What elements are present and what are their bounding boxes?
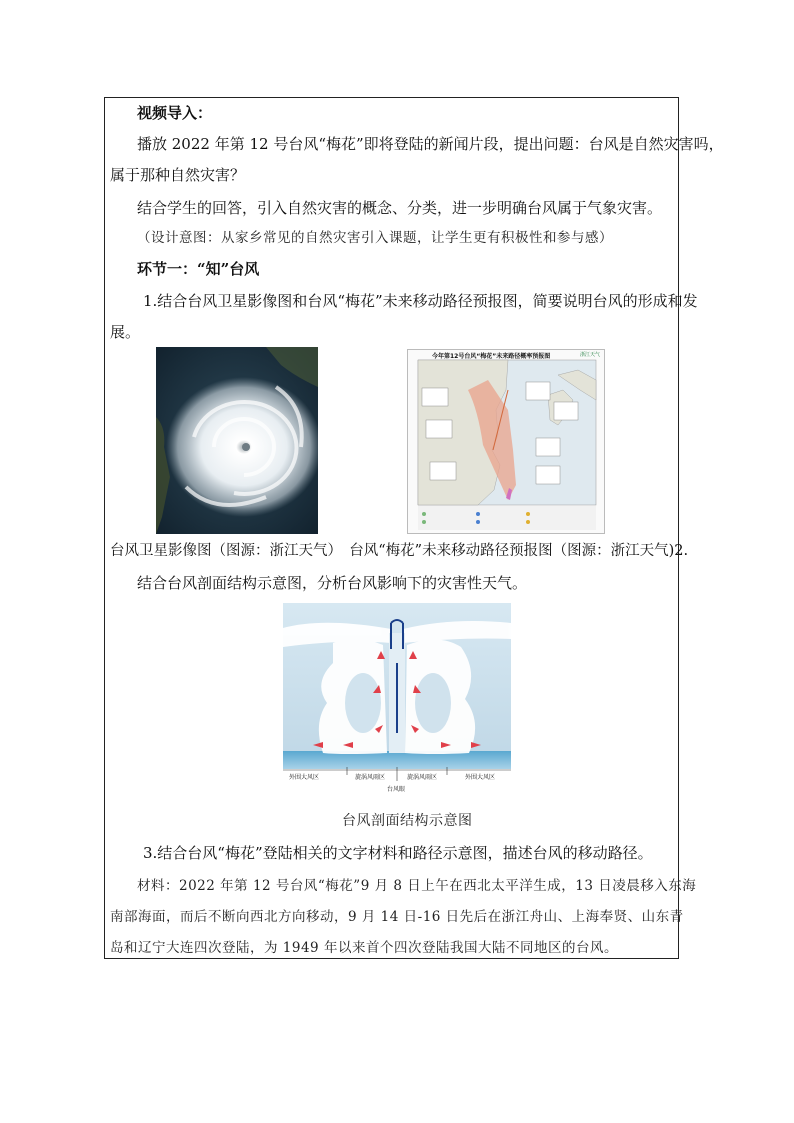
label-outer-wind-left: 外围大风区: [289, 774, 320, 781]
map-title: 今年第12号台风“梅花”未来路径概率预报图: [432, 353, 551, 360]
label-outer-wind-right: 外围大风区: [465, 774, 496, 781]
typhoon-satellite-image: [156, 347, 318, 534]
material-line3: 岛和辽宁大连四次登陆，为 1949 年以来首个四次登陆我国大陆不同地区的台风。: [110, 940, 618, 956]
task1-line2: 展。: [110, 323, 141, 341]
task1-line1: 1.结合台风卫星影像图和台风“梅花”未来移动路径预报图，简要说明台风的形成和发: [143, 292, 698, 310]
task3-text: 3.结合台风“梅花”登陆相关的文字材料和路径示意图，描述台风的移动路径。: [143, 844, 653, 862]
material-line1: 材料：2022 年第 12 号台风“梅花”9 月 8 日上午在西北太平洋生成，13 日凌晨移入东海: [137, 878, 697, 894]
image-captions: 台风卫星影像图（图源：浙江天气） 台风“梅花”未来移动路径预报图（图源：浙江天气)2.: [110, 543, 689, 559]
label-eyewall-right: 旋涡风雨区: [407, 774, 438, 781]
diagram-caption: 台风剖面结构示意图: [342, 813, 473, 829]
label-eyewall-left: 旋涡风雨区: [355, 774, 386, 781]
task2-text: 结合台风剖面结构示意图，分析台风影响下的灾害性天气。: [137, 574, 528, 592]
section-video-heading: 视频导入：: [137, 104, 213, 122]
paragraph-video-line2: 属于那种自然灾害？: [110, 166, 246, 184]
section-link1-heading: 环节一：“知”台风: [137, 260, 260, 278]
label-typhoon-eye: 台风眼: [387, 786, 406, 793]
material-line2: 南部海面，而后不断向西北方向移动，9 月 14 日-16 日先后在浙江舟山、上海奉贤、山东青: [110, 909, 684, 925]
typhoon-track-forecast-map: [407, 349, 605, 534]
typhoon-cross-section-diagram: [283, 603, 511, 797]
paragraph-video-line1: 播放 2022 年第 12 号台风“梅花”即将登陆的新闻片段，提出问题：台风是自然灾害吗，: [137, 135, 724, 153]
map-logo: 浙江天气: [579, 352, 600, 358]
design-intent-note: （设计意图：从家乡常见的自然灾害引入课题，让学生更有积极性和参与感）: [137, 230, 613, 246]
paragraph-concept: 结合学生的回答，引入自然灾害的概念、分类，进一步明确台风属于气象灾害。: [137, 199, 663, 217]
